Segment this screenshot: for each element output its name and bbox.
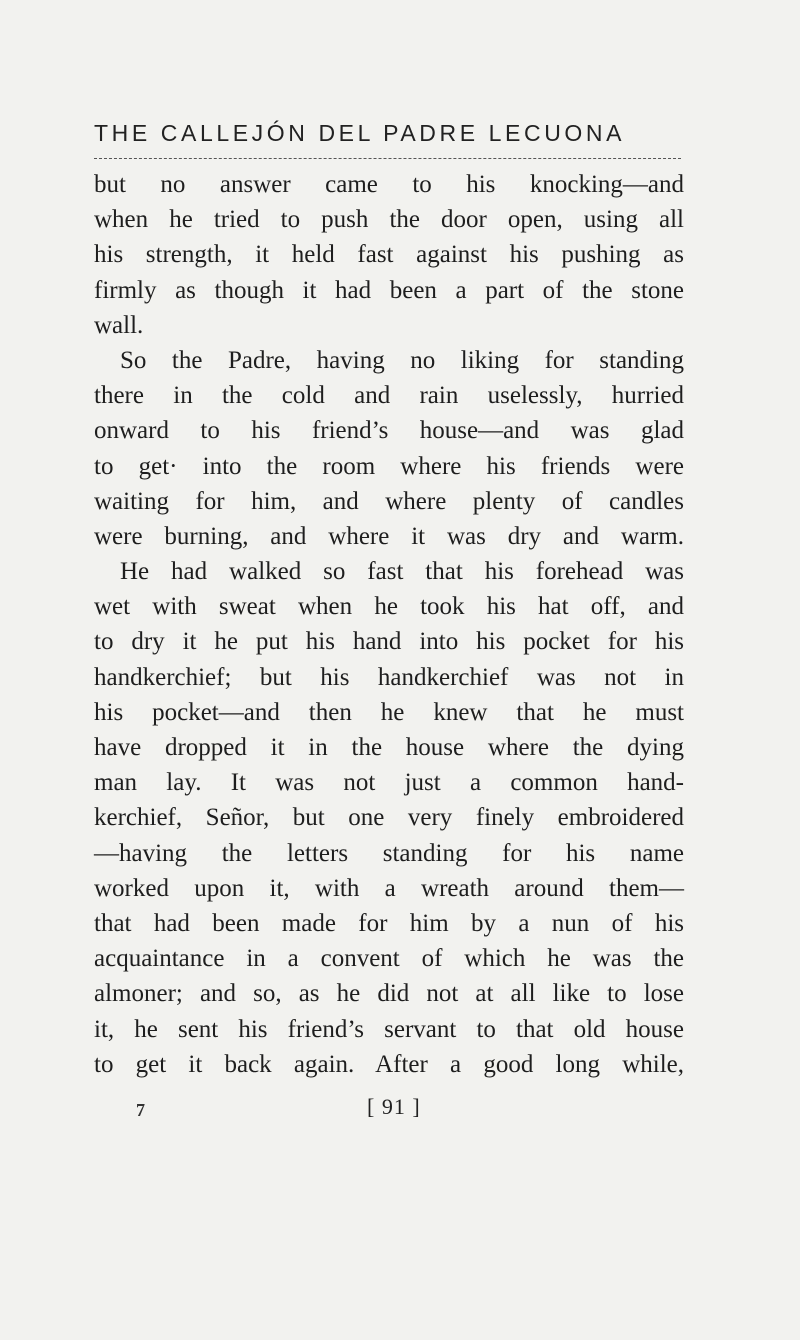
text-line: to get· into the room where his friends were xyxy=(94,452,684,480)
text-line: that had been made for him by a nun of his xyxy=(94,909,684,937)
text-line: when he tried to push the door open, using all xyxy=(94,206,684,234)
text-line: onward to his friend’s house—and was glad xyxy=(94,417,684,445)
text-line: to get it back again. After a good long while, xyxy=(94,1050,684,1078)
text-line: handkerchief; but his handkerchief was not in xyxy=(94,663,684,691)
text-line: waiting for him, and where plenty of candles xyxy=(94,487,684,515)
text-line: He had walked so fast that his forehead was xyxy=(120,558,684,586)
text-line: it, he sent his friend’s servant to that old house xyxy=(94,1015,684,1043)
text-line: to dry it he put his hand into his pocket for his xyxy=(94,628,684,656)
text-line: almoner; and so, as he did not at all like to lose xyxy=(94,980,684,1008)
text-line: acquaintance in a convent of which he was the xyxy=(94,945,684,973)
text-line: man lay. It was not just a common hand- xyxy=(94,769,684,797)
text-line: his pocket—and then he knew that he must xyxy=(94,698,684,726)
page-number: [ 91 ] xyxy=(367,1094,421,1119)
text-line: but no answer came to his knocking—and xyxy=(94,171,684,198)
running-head: THE CALLEJÓN DEL PADRE LECUONA xyxy=(94,120,626,146)
signature-mark: 7 xyxy=(136,1100,145,1120)
text-line: have dropped it in the house where the dying xyxy=(94,734,684,761)
header-rule xyxy=(94,158,681,159)
text-line: wall. xyxy=(94,311,144,339)
body-text xyxy=(94,167,684,1082)
text-line: were burning, and where it was dry and warm. xyxy=(94,522,684,550)
text-line: So the Padre, having no liking for standing xyxy=(120,346,684,374)
text-line: his strength, it held fast against his pushing as xyxy=(94,241,684,269)
text-line: firmly as though it had been a part of the stone xyxy=(94,276,684,304)
text-line: worked upon it, with a wreath around them— xyxy=(94,874,684,902)
text-line: kerchief, Señor, but one very finely embroidered xyxy=(94,804,684,832)
text-line: wet with sweat when he took his hat off, and xyxy=(94,593,684,621)
text-line: —having the letters standing for his name xyxy=(94,839,684,867)
text-line: there in the cold and rain uselessly, hurried xyxy=(94,382,684,410)
